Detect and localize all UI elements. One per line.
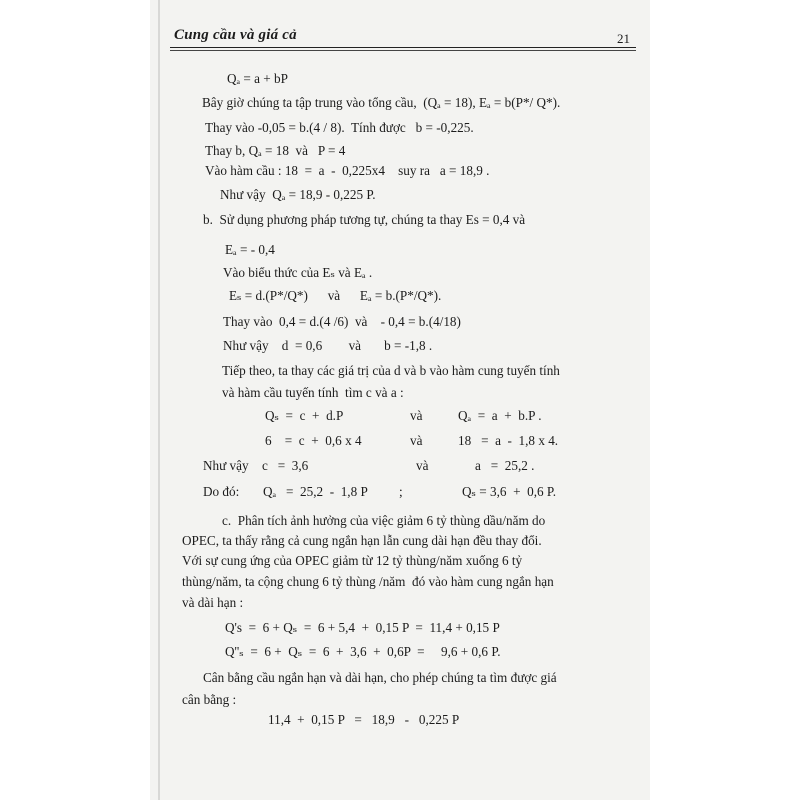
equation-cell: 6 = c + 0,6 x 4 [265, 433, 362, 448]
text-line: Thay vào 0,4 = d.(4 /6) và - 0,4 = b.(4/18) [223, 314, 461, 329]
text-line: Với sự cung ứng của OPEC giảm từ 12 tỷ thùng/năm xuống 6 tỷ [182, 553, 523, 568]
result-label: Do đó: [203, 484, 240, 499]
text-line: b. Sử dụng phương pháp tương tự, chúng ta thay Es = 0,4 và [203, 212, 526, 227]
equation-cell: và [410, 433, 423, 448]
text-line: Vào hàm cầu : 18 = a - 0,225x4 suy ra a = 18,9 . [205, 163, 490, 178]
header-rule [170, 47, 636, 51]
text-line: Thay vào -0,05 = b.(4 / 8). Tính được b = -0,225. [205, 120, 474, 135]
result-label: Như vậy [203, 458, 249, 473]
text-line: Như vậy d = 0,6 và b = -1,8 . [223, 338, 433, 353]
equation-cell: và [410, 408, 423, 423]
result-c: c = 3,6 [262, 458, 309, 473]
text-line: thùng/năm, ta cộng chung 6 tỷ thùng /năm đó vào hàm cung ngắn hạn [182, 574, 554, 589]
text-line: cân bằng : [182, 692, 237, 707]
semicolon: ; [399, 484, 403, 499]
equation-cell: Qₐ = a + b.P . [458, 408, 542, 423]
equation-cell: Qₛ = c + d.P [265, 408, 344, 423]
text-line: và dài hạn : [182, 595, 244, 610]
text-line: Vào biểu thức của Eₛ và Eₐ . [223, 265, 373, 280]
equation-line: 11,4 + 0,15 P = 18,9 - 0,225 P [268, 712, 460, 727]
text-line: Tiếp theo, ta thay các giá trị của d và b vào hàm cung tuyến tính [222, 363, 560, 378]
text-line: Bây giờ chúng ta tập trung vào tổng cầu, (Qₐ = 18), Eₐ = b(P*/ Q*). [202, 95, 561, 110]
text-line: Eₛ = d.(P*/Q*) và Eₐ = b.(P*/Q*). [229, 288, 442, 303]
text-line: Như vậy Qₐ = 18,9 - 0,225 P. [220, 187, 376, 202]
text-line: Qₐ = a + bP [227, 71, 288, 86]
book-page [150, 0, 650, 800]
qs-final: Qₛ = 3,6 + 0,6 P. [462, 484, 557, 499]
equation-cell: 18 = a - 1,8 x 4. [458, 433, 559, 448]
equation-line: Q''ₛ = 6 + Qₛ = 6 + 3,6 + 0,6P = 9,6 + 0,6 P. [225, 644, 501, 659]
equation-line: Q's = 6 + Qₛ = 6 + 5,4 + 0,15 P = 11,4 + 0,15 P [225, 620, 500, 635]
page-number: 21 [617, 31, 630, 46]
text-line: Thay b, Qₐ = 18 và P = 4 [205, 143, 346, 158]
text-line: và hàm cầu tuyến tính tìm c và a : [222, 385, 404, 400]
result-sep: và [416, 458, 429, 473]
text-line: Eₐ = - 0,4 [225, 242, 275, 257]
text-line: c. Phân tích ảnh hưởng của việc giảm 6 tỷ thùng dầu/năm do [222, 513, 546, 528]
text-line: Cân bằng cầu ngắn hạn và dài hạn, cho phép chúng ta tìm được giá [203, 670, 557, 685]
qd-final: Qₐ = 25,2 - 1,8 P [263, 484, 368, 499]
running-header-title: Cung cầu và giá cả [174, 27, 297, 43]
result-a: a = 25,2 . [475, 458, 535, 473]
text-line: OPEC, ta thấy rằng cả cung ngắn hạn lẫn cung dài hạn đều thay đổi. [182, 533, 542, 548]
